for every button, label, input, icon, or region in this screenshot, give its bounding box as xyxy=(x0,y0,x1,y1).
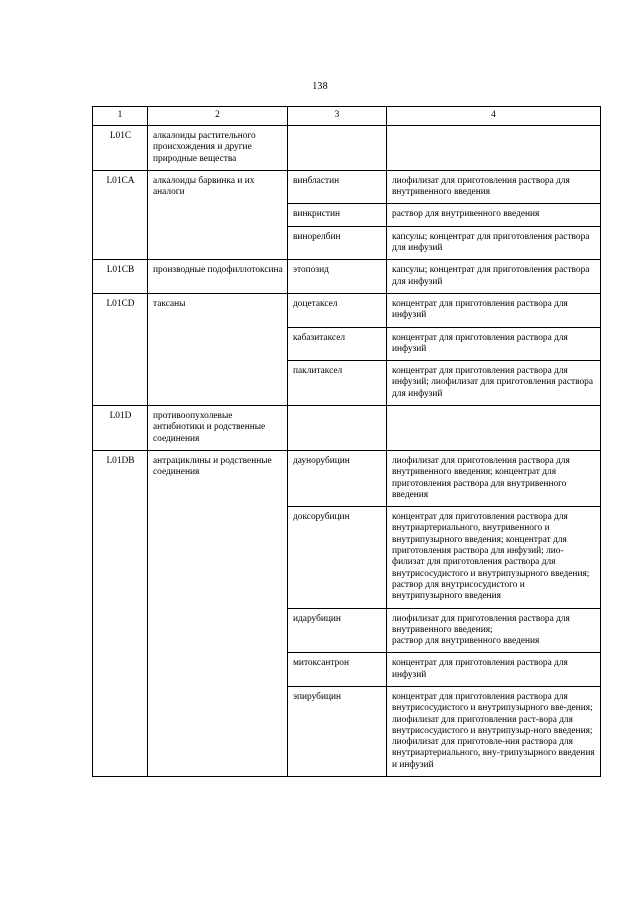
table-row xyxy=(93,126,601,171)
column-header: 1 xyxy=(93,107,148,126)
atc-code-cell: L01CA xyxy=(93,170,148,259)
table-row xyxy=(93,260,601,294)
atc-code-cell: L01D xyxy=(93,406,148,451)
atc-code-cell: L01DB xyxy=(93,450,148,776)
atc-code-cell: L01CB xyxy=(93,260,148,294)
substance-cell xyxy=(288,406,387,451)
column-header: 3 xyxy=(288,107,387,126)
dosage-form-cell: раствор для внутривенного введения xyxy=(387,204,601,226)
substance-cell: митоксантрон xyxy=(288,653,387,687)
dosage-form-cell: капсулы; концентрат для приготовления раствора для инфузий xyxy=(387,260,601,294)
group-name-cell: алкалоиды растительного происхождения и другие природные вещества xyxy=(148,126,288,171)
dosage-form-cell: лиофилизат для приготовления раствора для внутривенного введения; концентрат для приготовления раствора для внутривенного введения xyxy=(387,450,601,506)
dosage-form-cell xyxy=(387,126,601,171)
dosage-form-cell: концентрат для приготовления раствора для инфузий xyxy=(387,327,601,361)
dosage-form-cell: лиофилизат для приготовления раствора для внутривенного введения; раствор для внутривенного введения xyxy=(387,608,601,653)
substance-cell: винбластин xyxy=(288,170,387,204)
substance-cell: этопозид xyxy=(288,260,387,294)
table-row xyxy=(93,293,601,327)
table-body xyxy=(93,107,601,777)
group-name-cell: антрациклины и родственные соединения xyxy=(148,450,288,776)
substance-cell: паклитаксел xyxy=(288,361,387,406)
dosage-form-cell: концентрат для приготовления раствора для инфузий xyxy=(387,653,601,687)
table-row xyxy=(93,406,601,451)
substance-cell: идарубицин xyxy=(288,608,387,653)
dosage-form-cell: концентрат для приготовления раствора для внутрисосудистого и внутрипузырного вве-дения; лиофилизат для приготовления раст-вора для внутрисосудистого и внутрипузыр-ного введения; лиофилизат для приготовле-ния раствора для внутриартериального, вну-трипузырного введения и инфузий xyxy=(387,686,601,776)
dosage-form-cell: концентрат для приготовления раствора для инфузий; лиофилизат для приготовления раствора для инфузий xyxy=(387,361,601,406)
dosage-form-cell: лиофилизат для приготовления раствора для внутривенного введения xyxy=(387,170,601,204)
table-row xyxy=(93,450,601,506)
substance-cell: доксорубицин xyxy=(288,507,387,608)
group-name-cell: противоопухолевые антибиотики и родственные соединения xyxy=(148,406,288,451)
dosage-form-cell: концентрат для приготовления раствора для внутриартериального, внутривенного и внутрипузырного введения; концентрат для приготовления раствора для инфузий; лио-филизат для приготовления раствора для внутрисосудистого и внутрипузырного введения; раствор для внутрисосудистого и внутрипузырного введения xyxy=(387,507,601,608)
atc-code-cell: L01C xyxy=(93,126,148,171)
substance-cell: винорелбин xyxy=(288,226,387,260)
group-name-cell: таксаны xyxy=(148,293,288,405)
dosage-form-cell: концентрат для приготовления раствора для инфузий xyxy=(387,293,601,327)
column-header: 4 xyxy=(387,107,601,126)
substance-cell: доцетаксел xyxy=(288,293,387,327)
substance-cell: эпирубицин xyxy=(288,686,387,776)
group-name-cell: производные подофиллотоксина xyxy=(148,260,288,294)
page-number: 138 xyxy=(312,81,328,92)
substance-cell: даунорубицин xyxy=(288,450,387,506)
column-header: 2 xyxy=(148,107,288,126)
atc-code-cell: L01CD xyxy=(93,293,148,405)
dosage-form-cell: капсулы; концентрат для приготовления раствора для инфузий xyxy=(387,226,601,260)
group-name-cell: алкалоиды барвинка и их аналоги xyxy=(148,170,288,259)
header-row xyxy=(93,107,601,126)
dosage-form-cell xyxy=(387,406,601,451)
substance-cell xyxy=(288,126,387,171)
table-row xyxy=(93,170,601,204)
substance-cell: кабазитаксел xyxy=(288,327,387,361)
substance-cell: винкристин xyxy=(288,204,387,226)
drug-table xyxy=(92,106,601,777)
